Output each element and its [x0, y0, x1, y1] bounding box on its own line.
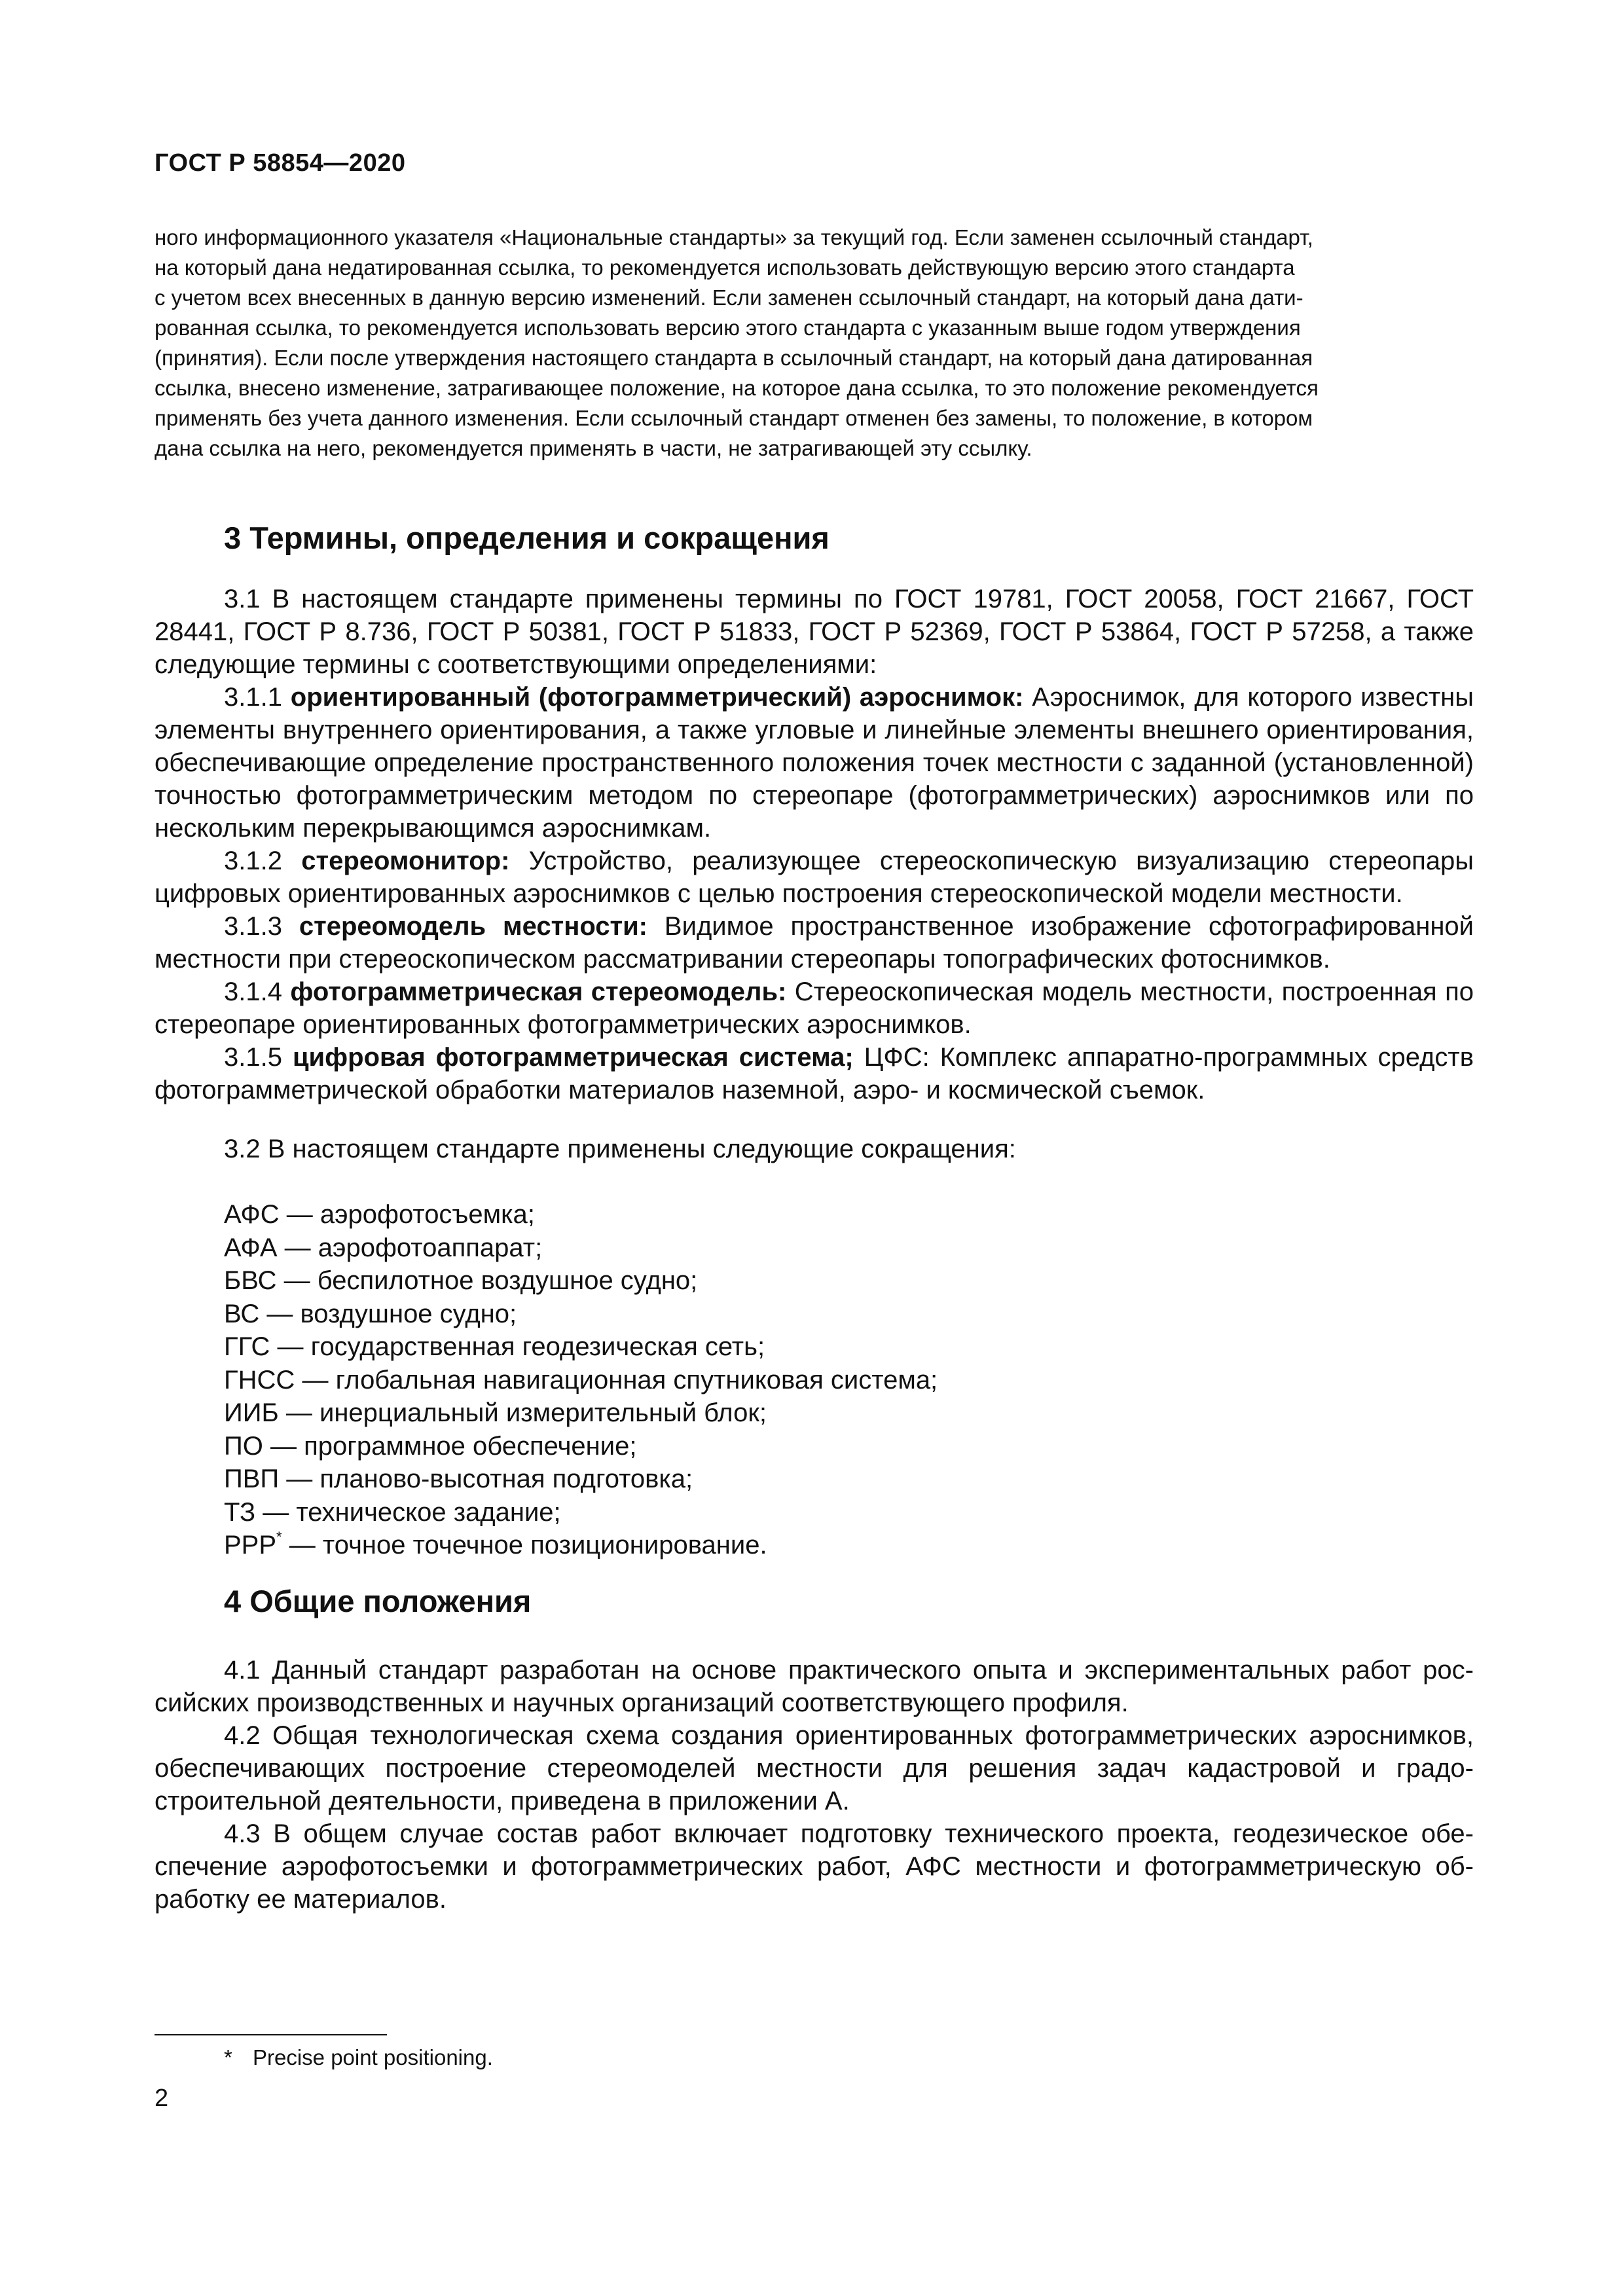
intro-line: ссылка, внесено изменение, затрагивающее положение, на которое дана ссылка, то это положение рекомендуется: [155, 376, 1319, 400]
abbreviation-item: [224, 1231, 938, 1265]
term-definition: Видимое пространственное изображение сфотографированной местности при стереоскопическом рассматривании стереопары топографических фотоснимков.: [155, 912, 1474, 974]
abbreviation-meaning: глобальная навигационная спутниковая система;: [335, 1365, 938, 1394]
page-number: 2: [155, 2085, 169, 2112]
term-3-1-1: [155, 681, 1474, 845]
dash: —: [276, 1266, 318, 1295]
intro-line: применять без учета данного изменения. Если ссылочный стандарт отменен без замены, то положение, в котором: [155, 406, 1313, 430]
footnote-mark: *: [224, 2045, 232, 2069]
abbreviation: ПВП: [224, 1465, 280, 1493]
abbreviation: АФС: [224, 1200, 280, 1229]
intro-line: ного информационного указателя «Национальные стандарты» за текущий год. Если заменен ссылочный стандарт,: [155, 225, 1313, 249]
section-4-body: [155, 1654, 1474, 1916]
intro-line: с учетом всех внесенных в данную версию изменений. Если заменен ссылочный стандарт, на который дана дати-: [155, 285, 1304, 310]
dash: —: [255, 1497, 297, 1527]
dash: —: [295, 1365, 336, 1394]
dash: —: [270, 1332, 311, 1361]
footnote-text: Precise point positioning.: [253, 2045, 493, 2069]
clause-4-1: 4.1 Данный стандарт разработан на основе практического опыта и экспериментальных работ российских производственных и научных организаций соответствующего профиля.: [155, 1656, 1474, 1717]
abbreviation-item: [224, 1298, 938, 1331]
abbreviation-meaning: инерциальный измерительный блок;: [319, 1398, 767, 1427]
term-name: фотограмметрическая стереомодель:: [290, 977, 787, 1006]
abbreviation-meaning: аэрофотоаппарат;: [318, 1233, 543, 1262]
term-3-1-3: [155, 910, 1474, 975]
footnote-reference[interactable]: *: [276, 1529, 282, 1545]
abbreviation-meaning: планово-высотная подготовка;: [319, 1465, 693, 1493]
abbreviation-item: [224, 1430, 938, 1463]
term-definition: Аэроснимок, для которого известны элементы внутреннего ориентирования, а также угловые и линейные элементы внешнего ориентирования, обеспечивающие определение пространственного положения точек местности с заданной (установленной) точностью фотограмметрическим методом по стереопаре (фотограмметрических) аэроснимков или по нескольким перекрывающимся аэроснимкам.: [155, 683, 1474, 843]
clause-3-1: 3.1 В настоящем стандарте применены термины по ГОСТ 19781, ГОСТ 20058, ГОСТ 21667, ГОСТ 28441, ГОСТ Р 8.736, ГОСТ Р 50381, ГОСТ Р 51833, ГОСТ Р 52369, ГОСТ Р 53864, ГОСТ Р 57258, а также следующие термины с соответствующими определениями:: [155, 585, 1474, 679]
term-number: 3.1.1: [224, 683, 291, 712]
abbreviation-item: [224, 1330, 938, 1364]
footnote: [224, 2045, 493, 2070]
term-definition: Стереоскопическая модель местности, построенная по стереопаре ориентированных фотограмметрических аэроснимков.: [155, 977, 1474, 1039]
section-4-title: 4 Общие положения: [224, 1584, 532, 1618]
abbreviation: ГГС: [224, 1332, 270, 1361]
term-number: 3.1.4: [224, 977, 291, 1006]
abbreviation: БВС: [224, 1266, 277, 1295]
intro-line: (принятия). Если после утверждения настоящего стандарта в ссылочный стандарт, на который дана датированная: [155, 346, 1313, 370]
term-number: 3.1.5: [224, 1043, 293, 1072]
section-3-title: 3 Термины, определения и сокращения: [224, 520, 830, 555]
clause-4-3: 4.3 В общем случае состав работ включает подготовку технического проекта, геодезическое обеспечение аэрофотосъемки и фотограмметрических работ, АФС местности и фотограмметрическую обработку ее материалов.: [155, 1819, 1474, 1914]
term-3-1-2: [155, 845, 1474, 910]
term-name: стереомодель местности:: [299, 912, 648, 941]
abbreviation-meaning: государственная геодезическая сеть;: [310, 1332, 765, 1361]
abbreviation: PPP: [224, 1531, 277, 1559]
abbreviation-item: [224, 1529, 938, 1562]
abbreviation-item: [224, 1396, 938, 1430]
abbreviation-item: [224, 1364, 938, 1397]
term-name: цифровая фотограмметрическая система;: [292, 1043, 854, 1072]
abbreviation-meaning: беспилотное воздушное судно;: [317, 1266, 698, 1295]
intro-line: рованная ссылка, то рекомендуется использовать версию этого стандарта с указанным выше годом утверждения: [155, 316, 1301, 340]
term-definition: ЦФС: Комплекс аппаратно-программных средств фотограмметрической обработки материалов наземной, аэро- и космической съемок.: [155, 1043, 1474, 1104]
abbreviation-item: [224, 1463, 938, 1496]
abbreviation: ГНСС: [224, 1365, 295, 1394]
abbreviation-item: [224, 1496, 938, 1529]
footnote-separator: [155, 2034, 387, 2035]
dash: —: [263, 1431, 304, 1461]
dash: —: [278, 1398, 319, 1427]
term-name: стереомонитор:: [301, 847, 510, 875]
abbreviation-meaning: программное обеспечение;: [304, 1431, 637, 1461]
clause-4-2: 4.2 Общая технологическая схема создания ориентированных фотограмметрических аэроснимков, обеспечивающих построение стереомоделей местности для решения задач кадастровой и градостроительной деятельности, приведена в приложении А.: [155, 1721, 1474, 1815]
section-3-terms: [155, 583, 1474, 1106]
intro-paragraph: [155, 223, 1474, 464]
abbreviation-meaning: точное точечное позиционирование.: [322, 1531, 767, 1559]
abbreviation-meaning: техническое задание;: [296, 1497, 561, 1527]
intro-line: дана ссылка на него, рекомендуется применять в части, не затрагивающей эту ссылку.: [155, 436, 1032, 460]
abbreviation: ВС: [224, 1299, 260, 1328]
dash: —: [277, 1233, 318, 1262]
term-number: 3.1.3: [224, 912, 299, 941]
dash: —: [279, 1465, 320, 1493]
abbreviation: ИИБ: [224, 1398, 279, 1427]
abbreviation: ПО: [224, 1431, 263, 1461]
abbreviation-item: [224, 1198, 938, 1231]
term-definition: Устройство, реализующее стереоскопическую визуализацию стереопары цифровых ориентированных аэроснимков с целью построения стереоскопической модели местности.: [155, 847, 1474, 908]
document-code-header: ГОСТ Р 58854—2020: [155, 149, 406, 177]
dash: —: [282, 1531, 323, 1559]
dash: —: [259, 1299, 301, 1328]
abbreviation-item: [224, 1264, 938, 1298]
term-3-1-4: [155, 975, 1474, 1041]
abbreviation: АФА: [224, 1233, 278, 1262]
term-3-1-5: [155, 1041, 1474, 1106]
intro-line: на который дана недатированная ссылка, то рекомендуется использовать действующую версию этого стандарта: [155, 255, 1295, 280]
abbreviation-meaning: аэрофотосъемка;: [319, 1200, 535, 1229]
abbreviation-meaning: воздушное судно;: [300, 1299, 517, 1328]
term-number: 3.1.2: [224, 847, 302, 875]
clause-3-2-block: [155, 1133, 1474, 1165]
dash: —: [279, 1200, 320, 1229]
clause-3-2: 3.2 В настоящем стандарте применены следующие сокращения:: [224, 1135, 1016, 1163]
abbreviation: ТЗ: [224, 1497, 256, 1527]
term-name: ориентированный (фотограмметрический) аэроснимок:: [290, 683, 1024, 712]
abbreviation-list: [224, 1198, 938, 1562]
